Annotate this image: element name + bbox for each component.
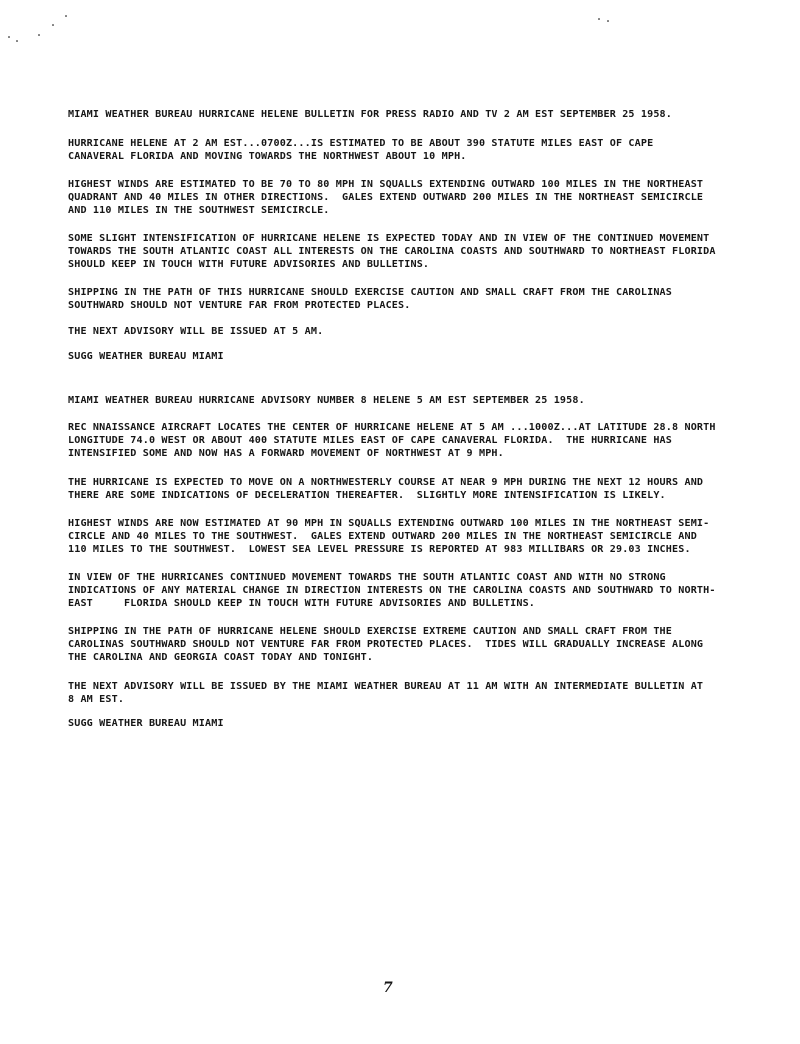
advisory-signature: SUGG WEATHER BUREAU MIAMI bbox=[68, 718, 224, 729]
advisory-paragraph-line: IN VIEW OF THE HURRICANES CONTINUED MOVEMENT TOWARDS THE SOUTH ATLANTIC COAST AND WITH NO STRONG bbox=[68, 572, 666, 583]
bulletin-paragraph-line: HURRICANE HELENE AT 2 AM EST...0700Z...IS ESTIMATED TO BE ABOUT 390 STATUTE MILES EAST OF CAPE bbox=[68, 138, 654, 149]
scan-speck bbox=[38, 34, 40, 36]
scan-speck bbox=[607, 20, 609, 22]
advisory-paragraph-line: INDICATIONS OF ANY MATERIAL CHANGE IN DIRECTION INTERESTS ON THE CAROLINA COASTS AND SOUTHWARD TO NORTH- bbox=[68, 585, 716, 596]
advisory-paragraph-line: THE HURRICANE IS EXPECTED TO MOVE ON A NORTHWESTERLY COURSE AT NEAR 9 MPH DURING THE NEXT 12 HOURS AND bbox=[68, 477, 704, 488]
bulletin-signature: SUGG WEATHER BUREAU MIAMI bbox=[68, 351, 224, 362]
bulletin-paragraph-line: SHOULD KEEP IN TOUCH WITH FUTURE ADVISORIES AND BULLETINS. bbox=[68, 259, 430, 270]
bulletin-paragraph-line: CANAVERAL FLORIDA AND MOVING TOWARDS THE NORTHWEST ABOUT 10 MPH. bbox=[68, 151, 467, 162]
bulletin-paragraph-line: TOWARDS THE SOUTH ATLANTIC COAST ALL INTERESTS ON THE CAROLINA COASTS AND SOUTHWARD TO NORTHEAST FLORIDA bbox=[68, 246, 716, 257]
bulletin-paragraph-line: HIGHEST WINDS ARE ESTIMATED TO BE 70 TO 80 MPH IN SQUALLS EXTENDING OUTWARD 100 MILES IN THE NORTHEAST bbox=[68, 179, 704, 190]
advisory-heading: MIAMI WEATHER BUREAU HURRICANE ADVISORY NUMBER 8 HELENE 5 AM EST SEPTEMBER 25 1958. bbox=[68, 395, 585, 406]
advisory-paragraph-line: LONGITUDE 74.0 WEST OR ABOUT 400 STATUTE MILES EAST OF CAPE CANAVERAL FLORIDA. THE HURRICANE HAS bbox=[68, 435, 673, 446]
scan-speck bbox=[598, 18, 600, 20]
advisory-paragraph-line: CAROLINAS SOUTHWARD SHOULD NOT VENTURE FAR FROM PROTECTED PLACES. TIDES WILL GRADUALLY INCREASE ALONG bbox=[68, 639, 704, 650]
bulletin-paragraph-line: SOUTHWARD SHOULD NOT VENTURE FAR FROM PROTECTED PLACES. bbox=[68, 300, 411, 311]
scan-speck bbox=[65, 15, 67, 17]
advisory-paragraph-line: THERE ARE SOME INDICATIONS OF DECELERATION THEREAFTER. SLIGHTLY MORE INTENSIFICATION IS LIKELY. bbox=[68, 490, 666, 501]
bulletin-next-advisory: THE NEXT ADVISORY WILL BE ISSUED AT 5 AM. bbox=[68, 326, 324, 337]
bulletin-heading: MIAMI WEATHER BUREAU HURRICANE HELENE BULLETIN FOR PRESS RADIO AND TV 2 AM EST SEPTEMBER 25 1958. bbox=[68, 109, 673, 120]
bulletin-paragraph-line: AND 110 MILES IN THE SOUTHWEST SEMICIRCLE. bbox=[68, 205, 330, 216]
advisory-paragraph-line: EAST FLORIDA SHOULD KEEP IN TOUCH WITH FUTURE ADVISORIES AND BULLETINS. bbox=[68, 598, 536, 609]
bulletin-paragraph-line: SOME SLIGHT INTENSIFICATION OF HURRICANE HELENE IS EXPECTED TODAY AND IN VIEW OF THE CONTINUED MOVEMENT bbox=[68, 233, 710, 244]
advisory-paragraph-line: THE CAROLINA AND GEORGIA COAST TODAY AND TONIGHT. bbox=[68, 652, 374, 663]
advisory-paragraph-line: SHIPPING IN THE PATH OF HURRICANE HELENE SHOULD EXERCISE EXTREME CAUTION AND SMALL CRAFT FROM THE bbox=[68, 626, 673, 637]
advisory-paragraph-line: 8 AM EST. bbox=[68, 694, 125, 705]
advisory-paragraph-line: HIGHEST WINDS ARE NOW ESTIMATED AT 90 MPH IN SQUALLS EXTENDING OUTWARD 100 MILES IN THE NORTHEAST SEMI- bbox=[68, 518, 710, 529]
advisory-paragraph-line: INTENSIFIED SOME AND NOW HAS A FORWARD MOVEMENT OF NORTHWEST AT 9 MPH. bbox=[68, 448, 504, 459]
scan-speck bbox=[52, 24, 54, 26]
advisory-paragraph-line: 110 MILES TO THE SOUTHWEST. LOWEST SEA LEVEL PRESSURE IS REPORTED AT 983 MILLIBARS OR 29.03 INCHES. bbox=[68, 544, 691, 555]
advisory-paragraph-line: REC NNAISSANCE AIRCRAFT LOCATES THE CENTER OF HURRICANE HELENE AT 5 AM ...1000Z...AT LATITUDE 28.8 NORTH bbox=[68, 422, 716, 433]
scan-speck bbox=[16, 40, 18, 42]
scan-speck bbox=[8, 36, 10, 38]
advisory-paragraph-line: CIRCLE AND 40 MILES TO THE SOUTHWEST. GALES EXTEND OUTWARD 200 MILES IN THE NORTHEAST SEMICIRCLE AND bbox=[68, 531, 697, 542]
page-number: 7 bbox=[383, 980, 393, 996]
bulletin-paragraph-line: QUADRANT AND 40 MILES IN OTHER DIRECTIONS. GALES EXTEND OUTWARD 200 MILES IN THE NORTHEAST SEMICIRCLE bbox=[68, 192, 704, 203]
advisory-paragraph-line: THE NEXT ADVISORY WILL BE ISSUED BY THE MIAMI WEATHER BUREAU AT 11 AM WITH AN INTERMEDIATE BULLETIN AT bbox=[68, 681, 704, 692]
bulletin-paragraph-line: SHIPPING IN THE PATH OF THIS HURRICANE SHOULD EXERCISE CAUTION AND SMALL CRAFT FROM THE CAROLINAS bbox=[68, 287, 673, 298]
